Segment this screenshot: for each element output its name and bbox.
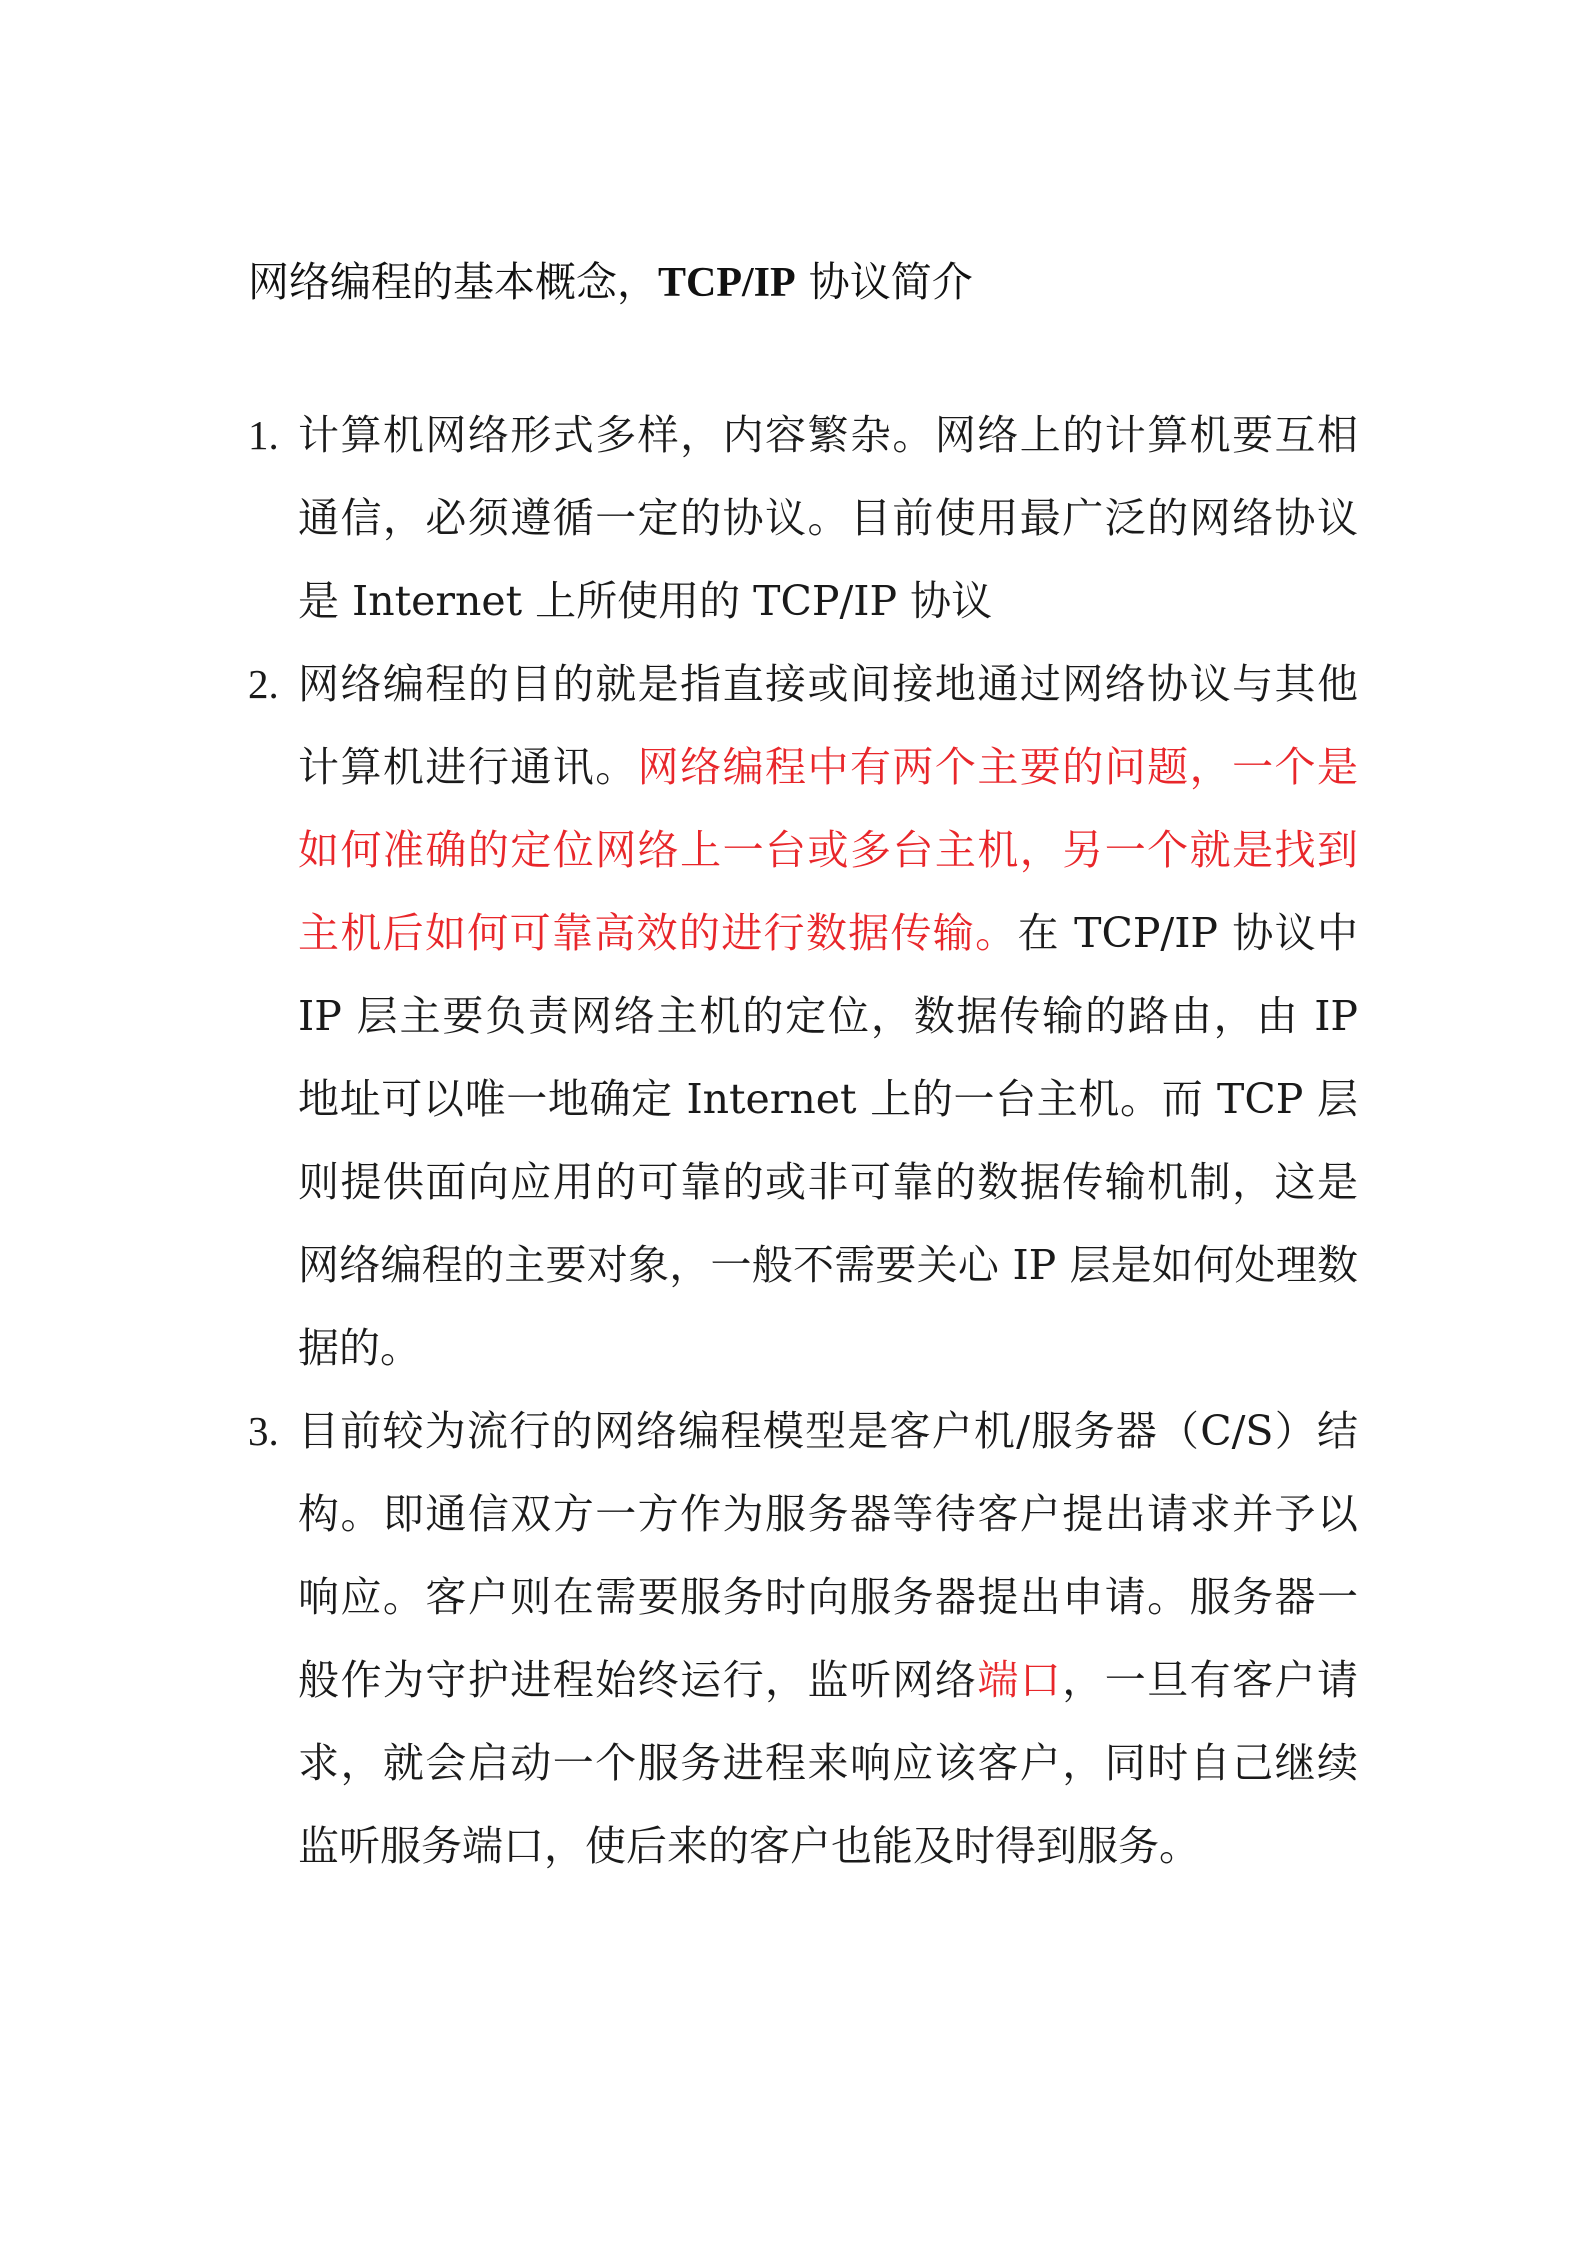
- list-item-1-text: 计算机网络形式多样，内容繁杂。网络上的计算机要互相通信，必须遵循一定的协议。目前使用最广泛的网络协议是 Internet 上所使用的 TCP/IP 协议: [298, 411, 1358, 625]
- title-text: 网络编程的基本概念，: [248, 258, 658, 306]
- list-item-2-text: 网络编程的目的就是指直接或间接地通过网络协议与其他计算机进行通讯。: [298, 660, 1358, 791]
- list-item-3-text-continued: ，一旦有客户请求，就会启动一个服务进程来响应该客户，同时自己继续监听服务端口，使后来的客户也能及时得到服务。: [298, 1656, 1359, 1870]
- title-protocol-name: TCP/IP: [658, 260, 796, 306]
- list-item-3-highlight: 端口: [977, 1656, 1063, 1704]
- numbered-list: [248, 394, 1358, 1888]
- list-number-2: 2.: [248, 661, 279, 707]
- list-item-3-text: 目前较为流行的网络编程模型是客户机/服务器（C/S）结构。即通信双方一方作为服务器等待客户提出请求并予以响应。客户则在需要服务时向服务器提出申请。服务器一般作为守护进程始终运行，监听网络: [298, 1407, 1358, 1704]
- document-title: [248, 252, 973, 313]
- list-number-1: 1.: [248, 412, 279, 458]
- list-number-3: 3.: [248, 1408, 279, 1454]
- list-item-2-text-continued: 在 TCP/IP 协议中 IP 层主要负责网络主机的定位，数据传输的路由，由 IP 地址可以唯一地确定 Internet 上的一台主机。而 TCP 层则提供面向应用的可靠的或非可靠的数据传输机制，这是网络编程的主要对象，一般不需要关心 IP 层是如何处理数据的。: [298, 909, 1359, 1372]
- list-item-3: [248, 1390, 1358, 1888]
- list-item-2: [248, 643, 1358, 1390]
- title-tail: 协议简介: [795, 258, 973, 306]
- list-item-2-highlight: 网络编程中有两个主要的问题，一个是如何准确的定位网络上一台或多台主机，另一个就是找到主机后如何可靠高效的进行数据传输。: [298, 743, 1359, 957]
- list-item-1: [248, 394, 1358, 643]
